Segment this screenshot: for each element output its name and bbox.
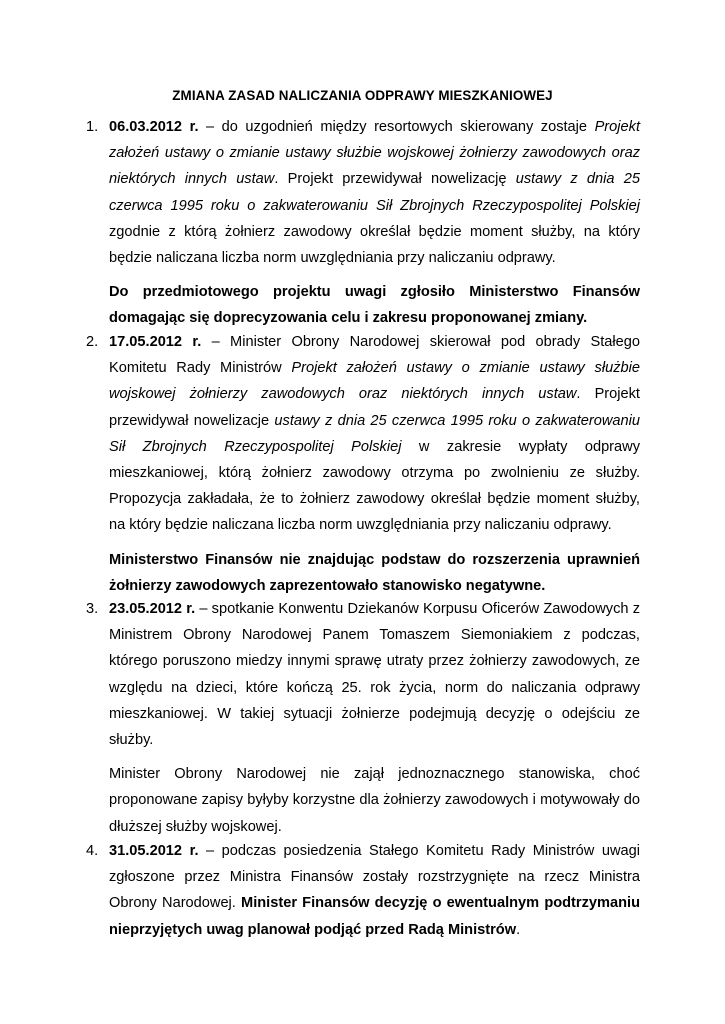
italic-run: ustawy z dnia 25 czerwca 1995 roku o zakwaterowaniu Sił Zbrojnych Rzeczypospolitej Polskiej [109,412,640,455]
italic-run: Projekt założeń ustawy o zmianie ustawy służbie wojskowej żołnierzy zawodowych oraz niektórych innych ustaw [109,360,640,403]
italic-run: Projekt założeń ustawy o zmianie ustawy służbie wojskowej żołnierzy zawodowych oraz niektórych innych ustaw [109,119,640,188]
item-number: 2. [86,334,99,350]
list-item-1 [86,114,640,332]
item-date: 23.05.2012 r. [109,601,196,617]
item-body [109,114,640,332]
item-paragraph [109,114,640,271]
italic-run: ustawy z dnia 25 czerwca 1995 roku o zakwaterowaniu Sił Zbrojnych Rzeczypospolitej Polskiej [109,171,640,214]
item-body [109,838,640,943]
list-item-3 [86,596,640,840]
item-number: 4. [86,843,99,859]
text-run: – Minister Obrony Narodowej skierował pod obrady Stałego Komitetu Rady Ministrów [109,334,640,377]
text-run: . Projekt przewidywał nowelizację [274,171,516,188]
item-paragraph [109,329,640,539]
list-item-4 [86,838,640,943]
item-number: 1. [86,119,99,135]
text-run: w zakresie wypłaty odprawy mieszkaniowej, którą żołnierz zawodowy otrzyma po zwolnieniu ze służby. Propozycja zakładała, że to żołnierz zawodowy określał będzie moment służby, na który będzie naliczana liczba norm uwzględniania przy naliczaniu odprawy. [109,438,640,534]
item-date: 17.05.2012 r. [109,334,202,350]
text-run: – spotkanie Konwentu Dziekanów Korpusu Oficerów Zawodowych z Ministrem Obrony Narodowej Panem Tomaszem Siemoniakiem z podczas, którego poruszono miedzy innymi sprawę utraty przez żołnierzy zawodowych, ze względu na dzieci, które kończą 25. rok życia, norm do naliczania odprawy mieszkaniowej. W takiej sytuacji żołnierze podejmują decyzję o odejściu ze służby. [109,601,640,749]
text-run: zgodnie z którą żołnierz zawodowy określał będzie moment służby, na który będzie naliczana liczba norm uwzględniania przy naliczaniu odprawy. [109,223,640,267]
item-bold-paragraph: Do przedmiotowego projektu uwagi zgłosiło Ministerstwo Finansów domagając się doprecyzowania celu i zakresu proponowanej zmiany. [109,284,640,327]
item-paragraph [109,838,640,943]
page-title: ZMIANA ZASAD NALICZANIA ODPRAWY MIESZKANIOWEJ [172,88,553,103]
text-run: – do uzgodnień między resortowych skierowany zostaje [198,119,595,135]
text-run: . [516,921,521,938]
text-run: – podczas posiedzenia Stałego Komitetu Rady Ministrów uwagi zgłoszone przez Ministra Finansów zostały rozstrzygnięte na rzecz Ministra Obrony Narodowej. [109,843,640,912]
item-date: 31.05.2012 r. [109,843,199,859]
item-body [109,329,640,599]
item-body [109,596,640,840]
item-bold-paragraph: Ministerstwo Finansów nie znajdując podstaw do rozszerzenia uprawnień żołnierzy zawodowych zaprezentowało stanowisko negatywne. [109,551,640,594]
item-number: 3. [86,601,99,617]
list-item-2 [86,329,640,599]
text-run: . Projekt przewidywał nowelizacje [109,386,640,429]
bold-run: Minister Finansów decyzję o ewentualnym podtrzymaniu nieprzyjętych uwag planował podjąć przed Radą Ministrów [109,895,640,938]
item-paragraph: Minister Obrony Narodowej nie zajął jednoznacznego stanowiska, choć proponowane zapisy byłyby korzystne dla żołnierzy zawodowych i motywowały do dłuższej służby wojskowej. [109,766,640,835]
item-paragraph [109,596,640,753]
item-date: 06.03.2012 r. [109,119,199,135]
